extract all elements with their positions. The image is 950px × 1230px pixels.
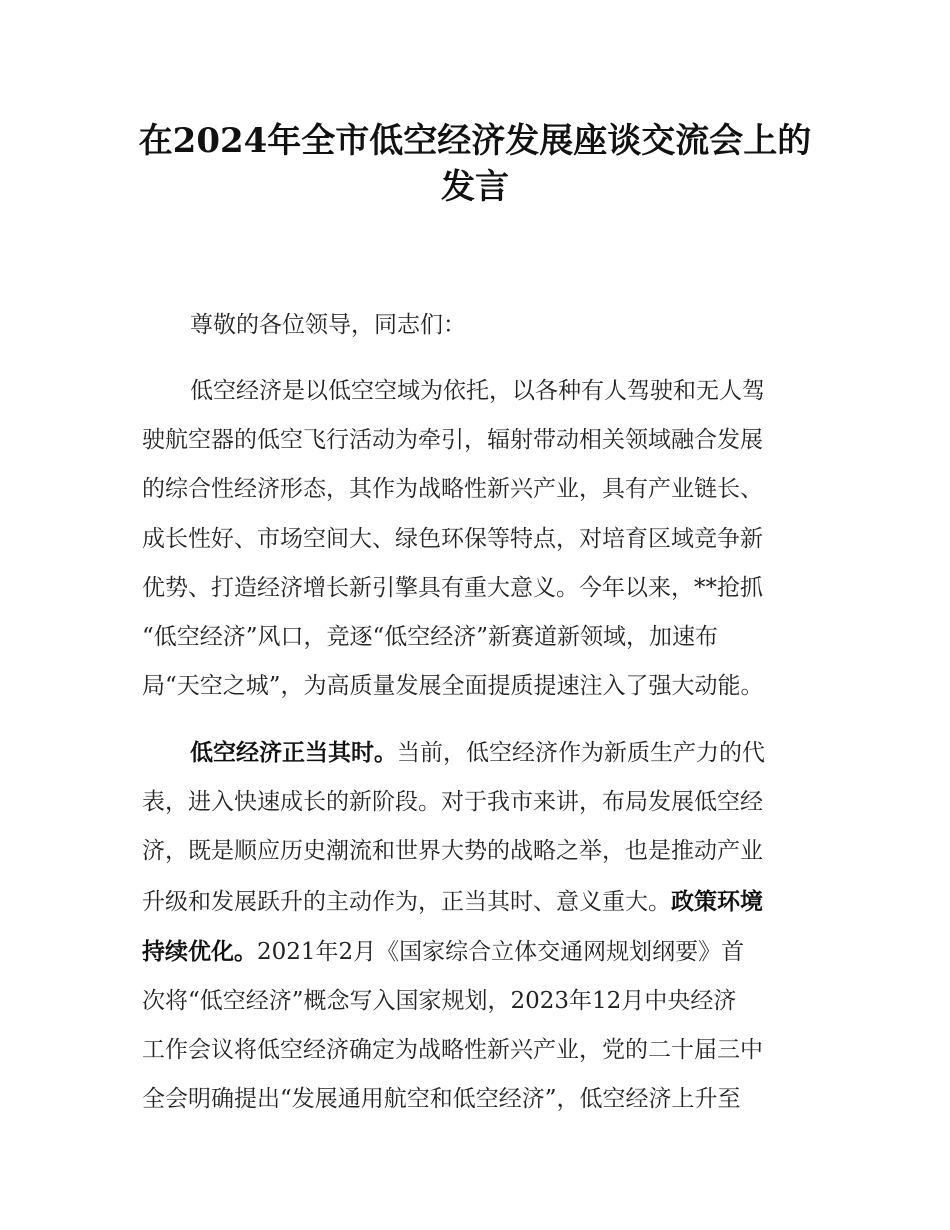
para2-line: 表，进入快速成长的新阶段。对于我市来讲，布局发展低空经	[142, 789, 763, 816]
para2-line: 工作会议将低空经济确定为战略性新兴产业，党的二十届三中	[142, 1037, 763, 1064]
para2-line: 次将“低空经济”概念写入国家规划，2023年12月中央经济	[142, 988, 737, 1015]
para2-line: 全会明确提出“发展通用航空和低空经济”，低空经济上升至	[142, 1086, 741, 1113]
para1-line: 成长性好、市场空间大、绿色环保等特点，对培育区域竞争新	[142, 525, 763, 552]
para2-line: 持续优化。2021年2月《国家综合立体交通网规划纲要》首	[142, 937, 745, 965]
para2-line: 升级和发展跃升的主动作为，正当其时、意义重大。政策环境	[142, 887, 763, 915]
para1-line: 局“天空之城”，为高质量发展全面提质提速注入了强大动能。	[142, 673, 764, 700]
para2-subheading-bold-cont: 持续优化。	[142, 937, 257, 965]
para2-subheading-bold: 政策环境	[671, 887, 763, 915]
para1-line: 的综合性经济形态，其作为战略性新兴产业，具有产业链长、	[142, 476, 763, 503]
para1-line: 驶航空器的低空飞行活动为牵引，辐射带动相关领域融合发展	[142, 427, 763, 454]
paragraph-1	[142, 367, 810, 711]
para2-heading-bold: 低空经济正当其时。	[190, 739, 397, 766]
para2-line: 济，既是顺应历史潮流和世界大势的战略之举，也是推动产业	[142, 838, 763, 865]
document-title	[130, 118, 820, 210]
title-line-1: 在2024年全市低空经济发展座谈交流会上的	[138, 121, 812, 161]
para1-line: 低空经济是以低空空域为依托，以各种有人驾驶和无人驾	[190, 378, 765, 404]
para1-line: “低空经济”风口，竞逐“低空经济”新赛道新领域，加速布	[142, 624, 719, 651]
paragraph-2	[142, 728, 810, 1125]
para1-line: 优势、打造经济增长新引擎具有重大意义。今年以来，**抢抓	[142, 574, 763, 601]
title-line-2: 发言	[441, 167, 509, 207]
salutation: 尊敬的各位领导，同志们：	[190, 312, 466, 338]
para2-line: 低空经济正当其时。当前，低空经济作为新质生产力的代	[190, 739, 765, 766]
